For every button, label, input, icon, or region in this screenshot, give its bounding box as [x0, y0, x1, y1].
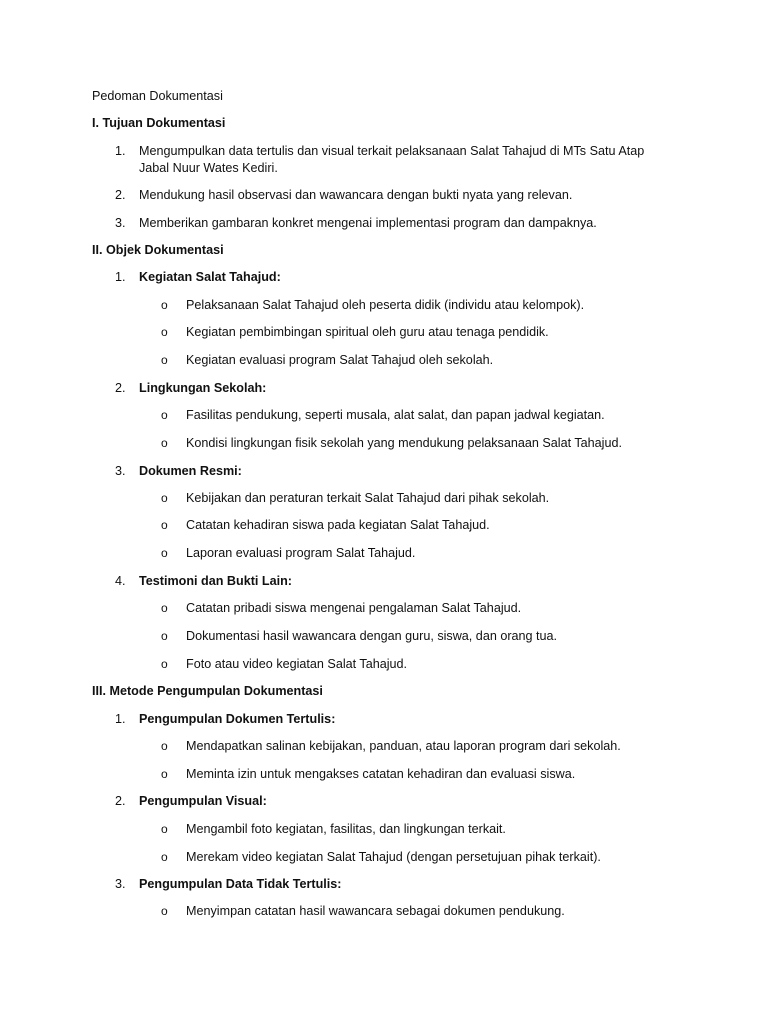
bullet-text: Foto atau video kegiatan Salat Tahajud. — [186, 657, 408, 671]
list-number: 4. — [115, 574, 126, 588]
bullet-marker: o — [161, 657, 168, 671]
list-item-label: Kegiatan Salat Tahajud: — [139, 270, 281, 284]
bullet-marker: o — [161, 822, 168, 836]
bullet-text: Meminta izin untuk mengakses catatan kehadiran dan evaluasi siswa. — [186, 767, 576, 781]
bullet-text: Dokumentasi hasil wawancara dengan guru, siswa, dan orang tua. — [186, 629, 558, 643]
bullet-marker: o — [161, 491, 168, 505]
list-number: 3. — [115, 877, 126, 891]
bullet-text: Kebijakan dan peraturan terkait Salat Tahajud dari pihak sekolah. — [186, 491, 550, 505]
bullet-marker: o — [161, 904, 168, 918]
section-heading: I. Tujuan Dokumentasi — [92, 116, 226, 130]
bullet-marker: o — [161, 629, 168, 643]
bullet-marker: o — [161, 353, 168, 367]
list-number: 3. — [115, 216, 126, 230]
list-number: 3. — [115, 464, 126, 478]
bullet-marker: o — [161, 601, 168, 615]
list-number: 2. — [115, 188, 126, 202]
bullet-marker: o — [161, 739, 168, 753]
document-title: Pedoman Dokumentasi — [92, 89, 223, 103]
bullet-marker: o — [161, 325, 168, 339]
bullet-text: Mendapatkan salinan kebijakan, panduan, atau laporan program dari sekolah. — [186, 739, 621, 753]
list-item-text: Mengumpulkan data tertulis dan visual terkait pelaksanaan Salat Tahajud di MTs Satu Atap — [139, 144, 645, 158]
list-number: 1. — [115, 712, 126, 726]
list-item-text: Memberikan gambaran konkret mengenai implementasi program dan dampaknya. — [139, 216, 597, 230]
list-item-text: Mendukung hasil observasi dan wawancara dengan bukti nyata yang relevan. — [139, 188, 573, 202]
bullet-text: Kegiatan evaluasi program Salat Tahajud oleh sekolah. — [186, 353, 494, 367]
bullet-marker: o — [161, 408, 168, 422]
bullet-marker: o — [161, 298, 168, 312]
bullet-text: Mengambil foto kegiatan, fasilitas, dan lingkungan terkait. — [186, 822, 506, 836]
bullet-text: Kondisi lingkungan fisik sekolah yang mendukung pelaksanaan Salat Tahajud. — [186, 436, 622, 450]
list-number: 2. — [115, 794, 126, 808]
bullet-marker: o — [161, 546, 168, 560]
bullet-text: Fasilitas pendukung, seperti musala, alat salat, dan papan jadwal kegiatan. — [186, 408, 605, 422]
bullet-marker: o — [161, 767, 168, 781]
list-number: 1. — [115, 144, 126, 158]
bullet-marker: o — [161, 850, 168, 864]
list-item-label: Testimoni dan Bukti Lain: — [139, 574, 292, 588]
list-number: 1. — [115, 270, 126, 284]
bullet-text: Merekam video kegiatan Salat Tahajud (dengan persetujuan pihak terkait). — [186, 850, 601, 864]
list-item-label: Dokumen Resmi: — [139, 464, 242, 478]
bullet-marker: o — [161, 436, 168, 450]
bullet-text: Pelaksanaan Salat Tahajud oleh peserta didik (individu atau kelompok). — [186, 298, 585, 312]
list-item-label: Lingkungan Sekolah: — [139, 381, 267, 395]
list-item-label: Pengumpulan Visual: — [139, 794, 267, 808]
list-item-label: Pengumpulan Data Tidak Tertulis: — [139, 877, 342, 891]
bullet-text: Laporan evaluasi program Salat Tahajud. — [186, 546, 416, 560]
list-item-label: Pengumpulan Dokumen Tertulis: — [139, 712, 336, 726]
bullet-text: Menyimpan catatan hasil wawancara sebagai dokumen pendukung. — [186, 904, 565, 918]
bullet-marker: o — [161, 518, 168, 532]
bullet-text: Kegiatan pembimbingan spiritual oleh guru atau tenaga pendidik. — [186, 325, 549, 339]
bullet-text: Catatan pribadi siswa mengenai pengalaman Salat Tahajud. — [186, 601, 522, 615]
section-heading: III. Metode Pengumpulan Dokumentasi — [92, 684, 323, 698]
list-item-text: Jabal Nuur Wates Kediri. — [139, 161, 278, 175]
bullet-text: Catatan kehadiran siswa pada kegiatan Salat Tahajud. — [186, 518, 490, 532]
section-heading: II. Objek Dokumentasi — [92, 243, 224, 257]
list-number: 2. — [115, 381, 126, 395]
